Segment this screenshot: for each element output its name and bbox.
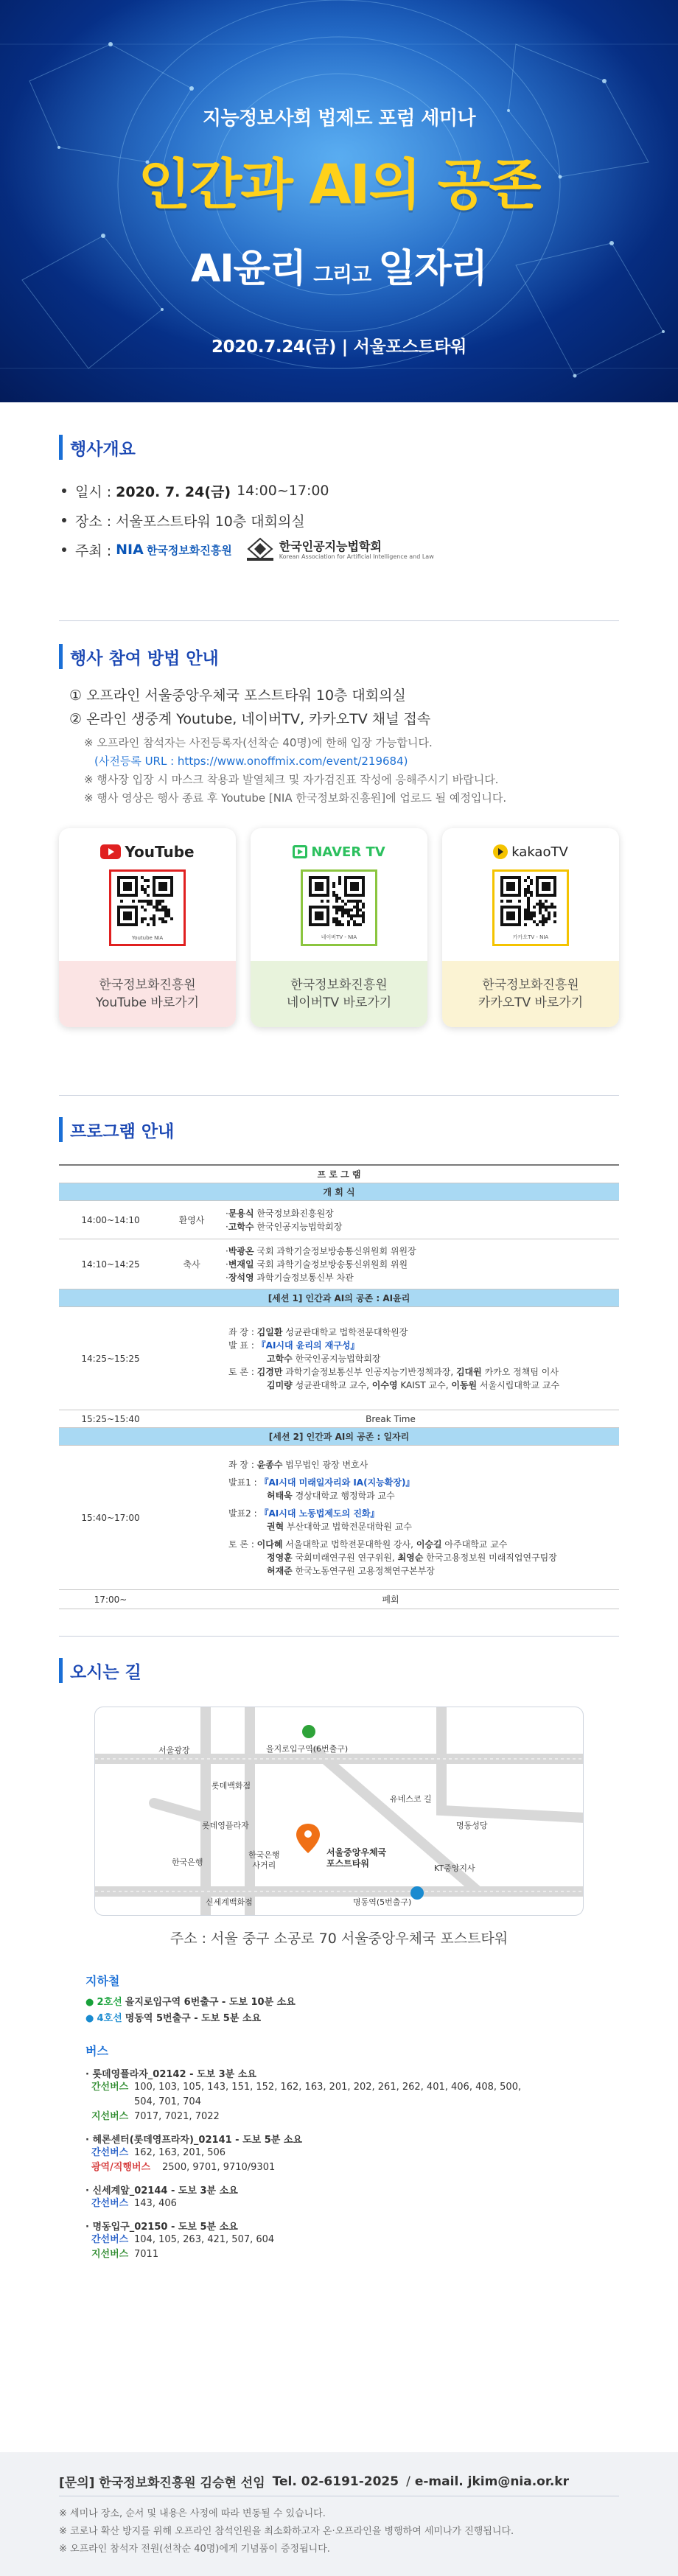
subway-line2-icon — [302, 1725, 315, 1738]
divider — [59, 1636, 619, 1637]
hero-title-jobs: 일자리 — [378, 247, 487, 291]
speaker-desc: 한국정보화진흥원장 — [254, 1208, 334, 1219]
registration-link[interactable]: (사전등록 URL : https://www.onoffmix.com/event/219684) — [94, 755, 408, 768]
speaker-name: 윤종수 — [256, 1459, 283, 1470]
date-value: 2020. 7. 24(금) — [116, 483, 231, 500]
bus-stop-title: · 신세계앞_02144 - 도보 3분 소요 — [85, 2185, 238, 2197]
hero-title-ai-ethics: AI윤리 — [191, 247, 307, 291]
overview-date — [59, 476, 619, 505]
nia-logo-name: 한국정보화진흥원 — [146, 543, 232, 557]
contact-email[interactable]: e-mail. jkim@nia.or.kr — [414, 2474, 569, 2489]
howto-section — [59, 644, 619, 1027]
speaker-desc: 성균관대학교 법학전문대학원장 — [282, 1326, 408, 1337]
host-label: 주최 : — [75, 542, 112, 559]
qr-code-icon — [307, 876, 371, 932]
talk-title: 『AI시대 윤리의 재구성』 — [256, 1340, 360, 1351]
map-label-lotte-young-plaza: 롯데영플라자 — [202, 1821, 249, 1830]
bus-type: 지선버스 — [91, 2111, 129, 2122]
line4-text: 명동역 5번출구 - 도보 5분 소요 — [125, 2013, 262, 2024]
nia-logo-mark: NIA — [116, 542, 144, 558]
qr-top — [59, 828, 236, 961]
role-label: 토 론 : — [228, 1366, 257, 1377]
navertv-link-label[interactable] — [251, 961, 427, 1027]
subway-line4-row — [85, 2011, 601, 2027]
bullet-icon — [62, 518, 66, 522]
qr-label-org: 한국정보화진흥원 — [482, 978, 579, 993]
map-label-lotte-dept: 롯데백화점 — [212, 1781, 251, 1791]
qr-label-link: 네이버TV 바로가기 — [286, 995, 392, 1010]
address-text: 주소 : 서울 중구 소공로 70 서울중앙우체국 포스트타워 — [170, 1931, 508, 1947]
speaker-name: 문용식 — [228, 1208, 254, 1219]
bus-numbers: 2500, 9701, 9710/9301 — [162, 2162, 276, 2173]
speaker-name: 김미량 — [267, 1379, 293, 1390]
hero-title-conjunction: 그리고 — [313, 262, 371, 287]
map-label-unesco-road: 유네스코 길 — [390, 1794, 432, 1804]
speaker-desc: 카카오 정책팀 이사 — [481, 1366, 559, 1377]
kaai-emblem-icon — [245, 537, 275, 562]
row-time: 17:00~ — [59, 1590, 162, 1609]
kakaotv-brand-text: kakaoTV — [511, 844, 568, 860]
divider — [59, 1095, 619, 1096]
speaker-name: 정영훈 — [267, 1552, 293, 1563]
map-label-bok-intersection: 한국은행 사거리 — [248, 1850, 280, 1870]
contact-line: [문의] 한국정보화진흥원 김승현 선임 Tel. 02-6191-2025 / e-mail. jkim@nia.or.kr — [59, 2467, 619, 2496]
row-body: ·문용식 한국정보화진흥원장 ·고학수 한국인공지능법학회장 — [221, 1201, 619, 1239]
overview-host — [59, 535, 619, 564]
row-kind: 축사 — [162, 1239, 221, 1289]
bus-type: 지선버스 — [91, 2249, 129, 2260]
qr-label-link: YouTube 바로가기 — [95, 995, 200, 1010]
kakaotv-qr-code[interactable] — [492, 869, 569, 946]
footer-note: ※ 오프라인 참석자 전원(선착순 40명)에게 기념품이 증정됩니다. — [59, 2544, 330, 2555]
speaker-name: 김경만 — [256, 1366, 283, 1377]
table-row — [59, 1446, 619, 1590]
bus-stop-title: · 명동입구_02150 - 도보 5분 소요 — [85, 2222, 238, 2233]
role-label: 발 표 : — [228, 1340, 257, 1351]
qr-label-org: 한국정보화진흥원 — [99, 978, 196, 993]
map-label-destination: 서울중앙우체국 포스트타워 — [326, 1847, 387, 1869]
program-table — [59, 1164, 619, 1609]
row-body: ·박광온 국회 과학기술정보방송통신위원회 위원장 ·변재일 국회 과학기술정보방송통신위원회 위원 ·장석영 과학기술정보통신부 차관 — [221, 1239, 619, 1289]
role-label: 좌 장 : — [228, 1326, 257, 1337]
bus-row — [85, 2160, 601, 2175]
role-label: 발표1 : — [228, 1477, 260, 1488]
program-band-opening: 개 회 식 — [59, 1183, 619, 1201]
line2-text: 을지로입구역 6번출구 - 도보 10분 소요 — [125, 1997, 296, 2008]
bus-stop-title: · 헤론센터(롯데영프라자)_02141 - 도보 5분 소요 — [85, 2135, 302, 2146]
hero-subtitle: 지능정보사회 법제도 포럼 세미나 — [202, 108, 476, 130]
line4-dot-icon: ● — [85, 2013, 94, 2024]
footer — [0, 2452, 678, 2576]
bus-type: 광역/직행버스 — [91, 2162, 151, 2173]
speaker-name: 허태욱 — [267, 1490, 293, 1501]
bus-row — [85, 2233, 601, 2247]
speaker-desc: 부산대학교 법학전문대학원 교수 — [284, 1521, 412, 1532]
role-label: 토 론 : — [228, 1539, 257, 1550]
speaker-name: 김일환 — [256, 1326, 283, 1337]
subway-line4-icon — [410, 1886, 424, 1900]
kakaotv-logo — [493, 841, 568, 862]
bus-type: 간선버스 — [91, 2082, 129, 2093]
navertv-qr-code[interactable] — [301, 869, 377, 946]
speaker-desc: 한국인공지능법학회장 — [292, 1353, 381, 1364]
footer-notes — [59, 2505, 619, 2558]
howto-online: ② 온라인 생중계 Youtube, 네이버TV, 카카오TV 채널 접속 — [69, 710, 431, 727]
speaker-desc: 한국고용정보원 미래직업연구팀장 — [423, 1552, 557, 1563]
bus-row — [85, 2247, 601, 2262]
qr-caption: 네이버TV - NIA — [321, 934, 357, 940]
speaker-desc: 국회미래연구원 연구위원, — [292, 1552, 398, 1563]
location-heading: 오시는 길 — [59, 1658, 619, 1683]
speaker-desc: 국회 과학기술정보방송통신위원회 위원장 — [254, 1245, 416, 1256]
table-row — [59, 1590, 619, 1609]
row-kind: 환영사 — [162, 1201, 221, 1239]
bus-numbers: 7017, 7021, 7022 — [134, 2111, 220, 2122]
map-label-seoul-plaza: 서울광장 — [158, 1746, 190, 1755]
bus-row — [85, 2146, 601, 2160]
hero-date: 2020.7.24(금) | 서울포스트타워 — [211, 337, 467, 357]
bus-numbers: 143, 406 — [134, 2198, 177, 2209]
qr-label-org: 한국정보화진흥원 — [290, 978, 388, 993]
bus-heading: 버스 — [85, 2044, 108, 2058]
contact-label: [문의] 한국정보화진흥원 김승현 선임 — [59, 2476, 265, 2491]
howto-note-upload: ※ 행사 영상은 행사 종료 후 Youtube [NIA 한국정보화진흥원]에 업로드 될 예정입니다. — [84, 791, 507, 805]
qr-caption: 카카오TV - NIA — [512, 934, 549, 940]
break-label: Break Time — [162, 1410, 619, 1428]
youtube-logo — [100, 841, 194, 862]
speaker-name: 허재준 — [267, 1565, 293, 1576]
table-row — [59, 1239, 619, 1289]
speaker-desc: 한국노동연구원 고용정책연구본부장 — [292, 1565, 435, 1576]
row-time: 14:25~15:25 — [59, 1307, 162, 1410]
role-label: 좌 장 : — [228, 1459, 257, 1470]
speaker-desc: 법무법인 광장 변호사 — [282, 1459, 368, 1470]
contact-tel[interactable]: Tel. 02-6191-2025 — [272, 2474, 399, 2489]
map-label-bank-of-korea: 한국은행 — [172, 1858, 203, 1867]
qr-code-icon — [499, 876, 562, 932]
navertv-brand-text: NAVER TV — [311, 844, 385, 860]
hero-title-secondary — [0, 237, 678, 293]
bus-numbers: 162, 163, 201, 506 — [134, 2147, 226, 2158]
hero-banner — [0, 0, 678, 402]
line4-label: 4호선 — [97, 2013, 122, 2024]
speaker-desc: 과학기술정보통신부 인공지능기반정책과장, — [282, 1366, 456, 1377]
overview-place — [59, 505, 619, 535]
row-time: 15:25~15:40 — [59, 1410, 162, 1428]
line2-dot-icon: ● — [85, 1997, 94, 2008]
speaker-name: 최영순 — [397, 1552, 424, 1563]
talk-title: 『AI시대 미래일자리와 IA(지능확장)』 — [259, 1477, 415, 1488]
map-label-myeongdong-station: 명동역(5번출구) — [353, 1897, 412, 1907]
footer-note: ※ 코로나 확산 방지를 위해 오프라인 참석인원을 최소화하고자 온·오프라인을 병행하여 세미나가 진행됩니다. — [59, 2526, 514, 2537]
table-row — [59, 1410, 619, 1428]
program-section — [59, 1117, 619, 1609]
speaker-name: 이다혜 — [256, 1539, 283, 1550]
navertv-play-icon — [293, 845, 307, 858]
map-label-myeongdong-cathedral: 명동성당 — [456, 1821, 488, 1830]
kakaotv-play-icon — [493, 844, 508, 859]
talk-title: 『AI시대 노동법제도의 진화』 — [259, 1508, 380, 1519]
location-section — [59, 1658, 619, 1683]
kaai-logo-name-en: Korean Association for Artificial Intelligence and Law — [279, 553, 434, 560]
subway-line2-row — [85, 1995, 601, 2011]
navertv-logo — [293, 841, 385, 862]
date-time: 14:00~17:00 — [237, 483, 329, 499]
row-time: 14:10~14:25 — [59, 1239, 162, 1289]
program-band-session2: [세션 2] 인간과 AI의 공존 : 일자리 — [59, 1428, 619, 1446]
map-roads — [95, 1707, 584, 1916]
speaker-name: 변재일 — [228, 1259, 254, 1270]
speaker-name: 이승길 — [416, 1539, 442, 1550]
location-map — [94, 1707, 584, 1916]
bus-type: 간선버스 — [91, 2147, 129, 2158]
speaker-desc: KAIST 교수, — [397, 1379, 452, 1390]
nia-logo — [116, 542, 232, 558]
speaker-name: 박광온 — [228, 1245, 254, 1256]
row-time: 15:40~17:00 — [59, 1446, 162, 1590]
speaker-name: 고학수 — [267, 1353, 293, 1364]
role-label: 발표2 : — [228, 1508, 260, 1519]
qr-top — [442, 828, 619, 961]
qr-card-row — [59, 828, 619, 1027]
hero-title: 인간과 AI의 공존 — [138, 153, 540, 217]
youtube-qr-code[interactable] — [109, 869, 186, 946]
footer-note: ※ 세미나 장소, 순서 및 내용은 사정에 따라 변동될 수 있습니다. — [59, 2508, 326, 2519]
howto-offline: ① 오프라인 서울중앙우체국 포스트타워 10층 대회의실 — [69, 687, 406, 704]
navertv-qr-card[interactable] — [251, 828, 427, 1027]
speaker-name: 장석영 — [228, 1272, 254, 1283]
place-text: 장소 : 서울포스트타워 10층 대회의실 — [75, 513, 305, 530]
bus-stop-title: · 롯데영플라자_02142 - 도보 3분 소요 — [85, 2069, 256, 2080]
howto-note-mask: ※ 행사장 입장 시 마스크 착용과 발열체크 및 자가검진표 작성에 응해주시기 바랍니다. — [84, 773, 499, 786]
bus-numbers: 7011 — [134, 2249, 159, 2260]
bullet-icon — [62, 489, 66, 493]
speaker-desc: 성균관대학교 교수, — [292, 1379, 372, 1390]
youtube-link-label[interactable] — [59, 961, 236, 1027]
howto-body — [59, 682, 619, 808]
directions — [85, 1972, 601, 2262]
bullet-icon — [62, 547, 66, 552]
program-table-title: 프 로 그 램 — [59, 1165, 619, 1183]
qr-caption: Youtube NIA — [131, 935, 164, 941]
destination-pin-icon — [296, 1824, 320, 1853]
table-row — [59, 1307, 619, 1410]
speaker-name: 권혁 — [267, 1521, 284, 1532]
map-label-shinsegae: 신세계백화점 — [206, 1897, 253, 1907]
qr-code-icon — [116, 876, 179, 932]
row-body — [162, 1307, 619, 1410]
speaker-desc: 서울대학교 법학전문대학원 강사, — [282, 1539, 416, 1550]
speaker-desc: 국회 과학기술정보방송통신위원회 위원 — [254, 1259, 408, 1270]
speaker-name: 이동원 — [451, 1379, 478, 1390]
speaker-name: 이수영 — [371, 1379, 398, 1390]
date-label: 일시 : — [75, 483, 112, 500]
divider — [59, 620, 619, 621]
qr-label-link: 카카오TV 바로가기 — [478, 995, 584, 1010]
row-time: 14:00~14:10 — [59, 1201, 162, 1239]
speaker-desc: 한국인공지능법학회장 — [254, 1221, 343, 1232]
speaker-desc: 서울시립대학교 교수 — [477, 1379, 560, 1390]
youtube-play-icon — [100, 844, 121, 859]
map-label-kt: KT중앙지사 — [434, 1863, 475, 1873]
closing-label: 폐회 — [162, 1590, 619, 1609]
bus-numbers: 104, 105, 263, 421, 507, 604 — [134, 2234, 275, 2245]
table-row — [59, 1201, 619, 1239]
subway-heading: 지하철 — [85, 1974, 120, 1988]
speaker-desc: 과학기술정보통신부 차관 — [254, 1272, 354, 1283]
youtube-brand-text: YouTube — [125, 843, 195, 861]
bus-row — [85, 2095, 601, 2110]
qr-top — [251, 828, 427, 961]
overview-heading: 행사개요 — [59, 435, 619, 460]
speaker-name: 고학수 — [228, 1221, 254, 1232]
bus-numbers: 100, 103, 105, 143, 151, 152, 162, 163, 201, 202, 261, 262, 401, 406, 408, 500, — [134, 2082, 522, 2093]
kaai-logo — [245, 537, 434, 562]
bus-row — [85, 2110, 601, 2124]
bus-row — [85, 2080, 601, 2095]
row-body — [162, 1446, 619, 1590]
kakaotv-link-label[interactable] — [442, 961, 619, 1027]
speaker-desc: 경상대학교 행정학과 교수 — [292, 1490, 395, 1501]
line2-label: 2호선 — [97, 1997, 122, 2008]
kakaotv-qr-card[interactable] — [442, 828, 619, 1027]
howto-heading: 행사 참여 방법 안내 — [59, 644, 619, 669]
bus-row — [85, 2197, 601, 2211]
howto-note-registration: ※ 오프라인 참석자는 사전등록자(선착순 40명)에 한해 입장 가능합니다. — [84, 736, 433, 749]
kaai-logo-name: 한국인공지능법학회 — [279, 539, 382, 553]
overview-section — [59, 435, 619, 564]
program-band-session1: [세션 1] 인간과 AI의 공존 : AI윤리 — [59, 1289, 619, 1307]
youtube-qr-card[interactable] — [59, 828, 236, 1027]
bus-numbers: 504, 701, 704 — [134, 2096, 201, 2107]
speaker-desc: 아주대학교 교수 — [441, 1539, 508, 1550]
bus-type: 간선버스 — [91, 2198, 129, 2209]
map-label-euljiro-station: 을지로입구역(6번출구) — [266, 1744, 349, 1754]
speaker-name: 김대원 — [455, 1366, 482, 1377]
overview-list — [59, 476, 619, 564]
bus-type: 간선버스 — [91, 2234, 129, 2245]
program-heading: 프로그램 안내 — [59, 1117, 619, 1142]
